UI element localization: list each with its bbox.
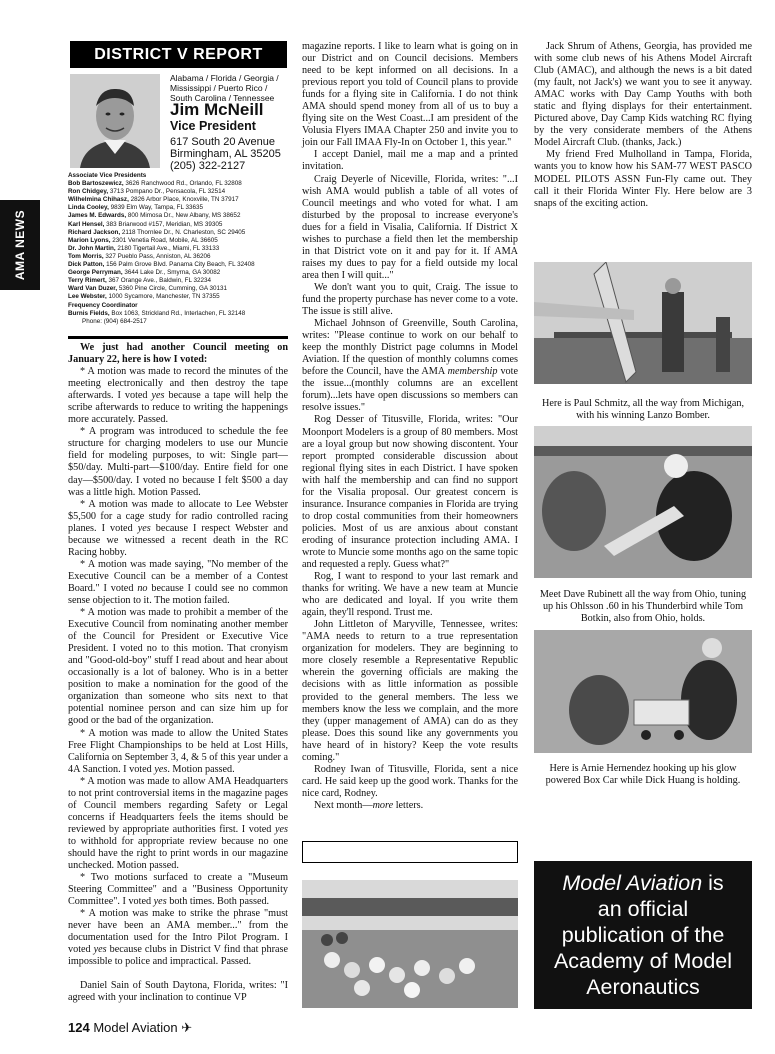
frequency-coordinator bbox=[68, 310, 288, 318]
report-title: DISTRICT V REPORT bbox=[70, 41, 287, 68]
associate-address: 327 Pueblo Pass, Anniston, AL 36206 bbox=[103, 252, 211, 260]
vp-name: Jim McNeill bbox=[170, 100, 264, 119]
paragraph: We don't want you to quit, Craig. The issue to fund the property purchase has never come to a vote. The issue is still alive. bbox=[302, 281, 518, 318]
associate-address: 156 Palm Grove Blvd. Panama City Beach, FL 32408 bbox=[104, 261, 255, 269]
article-column-1 bbox=[68, 342, 288, 1005]
paragraph: * A motion was made saying, "No member of the Executive Council can be a member of a Contest Board." I voted no because I could see no common sense objection to it. The motion failed. bbox=[68, 558, 288, 606]
associate-address: 2301 Venetia Road, Mobile, AL 36605 bbox=[110, 236, 218, 244]
associate-name: Dick Patton, bbox=[68, 261, 105, 269]
address-line-1: 617 South 20 Avenue bbox=[170, 136, 276, 148]
associate-address: 1000 Sycamore, Manchester, TN 37355 bbox=[106, 293, 220, 301]
vp-phone: (205) 322-2127 bbox=[170, 160, 246, 172]
paragraph: * A motion was made to record the minutes of the meeting electronically and then destroy the tape afterwards. I voted yes because a tape will help the scribe afterwards to reduce to writing the happenings more accurately. Passed. bbox=[68, 366, 288, 426]
magazine-footer-name: Model Aviation bbox=[93, 1020, 178, 1035]
paragraph: I accept Daniel, mail me a map and a printed invitation. bbox=[302, 149, 518, 173]
page-number: 124 bbox=[68, 1020, 90, 1035]
district-states: Alabama / Florida / Georgia / Mississippi / Puerto Rico / South Carolina / Tennessee bbox=[170, 73, 279, 103]
associate-name: James M. Edwards, bbox=[68, 212, 127, 220]
paragraph: My friend Fred Mulholland in Tampa, Florida, wants you to know how his SAM-77 WEST PASCO MODEL PILOTS ASSN Fun-Fly came out. They call it their Florida Winter Fly. Here below are 3 snaps of the exciting action. bbox=[534, 149, 752, 209]
article-column-2 bbox=[302, 41, 518, 812]
associate-name: Ward Van Duzer, bbox=[68, 285, 118, 293]
associate-address: 3626 Ranchwood Rd., Orlando, FL 32808 bbox=[123, 180, 242, 188]
associate-vp-entry bbox=[68, 196, 288, 204]
paragraph: * A program was introduced to schedule the fee structure for charging modelers to use our Muncie field for modeling purposes, to wit: Single part—$50/day. Multi-part—$100/day. Entire field for one day—$500/day. I voted no because I felt $500 a day was a little high. Motion Passed. bbox=[68, 426, 288, 498]
paragraph: We just had another Council meeting on January 22, here is how I voted: bbox=[68, 342, 288, 366]
paragraph: * A motion was made to allow the United States Free Flight Championships to be held at Lost Hills, California on September 3, 4, & 5 of this year under a 4A Sanction. I voted yes. Motion passed. bbox=[68, 727, 288, 775]
lanzo-bomber-photo bbox=[534, 262, 752, 384]
paragraph: Craig Deyerle of Niceville, Florida, writes: "...I wish AMA would publish a table of all votes of Council meetings and who voted for what. I am disturbed by the proposal to increase everyone's dues for a field in Visalia, California. If District X wishes to purchase a field then let the membership in that District vote on it and pay for it. If AMA raises my dues to pay for a field outside my local area then I will quit..." bbox=[302, 173, 518, 281]
article-column-3 bbox=[534, 41, 752, 210]
section-tab bbox=[0, 200, 40, 290]
paragraph: * A motion was made to prohibit a member of the Executive Council from nominating another member of the Council for President or Executive Vice President. I voted no to this motion. That cronyism and "Good-old-boy" stuff I read about and hear about occasionally is a lot of baloney. Who is in a better position to make a nomination for the good of the organization than someone who sits next to that potential nominee person and can size him up for good or the bad of the organization. bbox=[68, 607, 288, 727]
thunderbird-photo bbox=[534, 426, 752, 578]
paragraph: * Two motions surfaced to create a "Museum Steering Committee" and a "Business Opportunity Committee". I voted yes both times. Both passed. bbox=[68, 872, 288, 908]
paragraph: * A motion was make to strike the phrase "must never have been an AMA member..." from the documentation used for the Intro Pilot Program. I voted yes because clubs in District V find that phrase impossible to police and impractical. Passed. bbox=[68, 908, 288, 968]
associate-name: Marion Lyons, bbox=[68, 236, 111, 244]
empty-box bbox=[302, 841, 518, 863]
associate-name: Dr. John Martin, bbox=[68, 244, 116, 252]
coordinator-address: Box 1063, Strickland Rd., Interlachen, FL 32148 bbox=[109, 309, 246, 317]
magazine-name: Model Aviation bbox=[562, 871, 703, 895]
paragraph: magazine reports. I like to learn what is going on in our District and on Council decisions. Members need to be kept informed on all decisions. In a previous report you told of Council plans to provide funds for a flying site in California. I do not think AMA should spend money from all of us to buy a flying site on the West Coast...I am president of the Volusia Flyers IMAA Chapter 250 and invite you to join our Fall IMAA Fly-In on October 1, this year." bbox=[302, 41, 518, 149]
associate-name: Wilhelmina Chihasz, bbox=[68, 196, 129, 204]
associate-vp-entry bbox=[68, 269, 288, 277]
paragraph: Jack Shrum of Athens, Georgia, has provided me with some club news of his Athens Model Aircraft Club (AMAC), and although the news is a bit dated (my fault, not Jack's) we want you to see it anyway. AMAC works with Day Camp Youths with both static and flying displays for their entertainment. Pictured above, Day Camp Kids watching RC flying by the very considerate members of the Athens Model Aircraft Club. (thanks, Jack.) bbox=[534, 41, 752, 149]
associate-heading: Associate Vice Presidents bbox=[68, 172, 147, 179]
associate-address: 2180 Tigertail Ave., Miami, FL 33133 bbox=[115, 244, 220, 252]
associate-rows bbox=[68, 180, 288, 301]
box-car-photo bbox=[534, 630, 752, 753]
associate-vp-entry bbox=[68, 221, 288, 229]
associate-address: 3644 Lake Dr., Smyrna, GA 30082 bbox=[122, 269, 221, 277]
page-footer bbox=[68, 1020, 192, 1036]
associate-address: 383 Briarwood #157, Meridian, MS 39305 bbox=[104, 220, 223, 228]
associate-vp-entry bbox=[68, 285, 288, 293]
paragraph: Rodney Iwan of Titusville, Florida, sent a nice card. He said keep up the good work. Thanks for the nice card, Rodney. bbox=[302, 763, 518, 799]
associate-vp-entry bbox=[68, 229, 288, 237]
coordinator-phone: Phone: (904) 684-2517 bbox=[82, 317, 147, 325]
associate-name: Terry Rimert, bbox=[68, 277, 107, 285]
address-line-2: Birmingham, AL 35205 bbox=[170, 148, 281, 160]
associate-name: Ron Chidgey, bbox=[68, 188, 109, 196]
associate-address: 367 Orange Ave., Baldwin, FL 32234 bbox=[106, 277, 212, 285]
vp-portrait-photo bbox=[70, 74, 160, 168]
associate-name: Richard Jackson, bbox=[68, 228, 121, 236]
associate-vp-entry bbox=[68, 237, 288, 245]
associate-name: Lee Webster, bbox=[68, 293, 107, 301]
paragraph: John Littleton of Maryville, Tennessee, writes: "AMA needs to return to a true representation organization for modelers. They are beginning to more closely resemble a Representative Republic wherein the governing officials are making the decisions with as little information as possible provided to the general members. The less we members know the less we complain, and the more they (upper management of AMA) can do as they please. Does this sound like any governments you have heard of in history? Keep the vote results coming." bbox=[302, 619, 518, 763]
paragraph: Next month—more letters. bbox=[314, 799, 424, 811]
publication-notice: Model Aviation is an official publication of the Academy of Model Aeronautics bbox=[534, 861, 752, 1009]
associate-vp-entry bbox=[68, 180, 288, 188]
vp-title: Vice President bbox=[170, 119, 256, 133]
associate-vp-entry bbox=[68, 293, 288, 301]
associate-vp-entry bbox=[68, 277, 288, 285]
paragraph: Rog, I want to respond to your last remark and thanks for writing. We have a new team at Muncie who are dedicated and loyal. If you write them again, they'll respond. Trust me. bbox=[302, 571, 518, 619]
promo-line: Aeronautics bbox=[586, 975, 700, 999]
vp-address bbox=[170, 136, 281, 172]
paragraph: * A motion was made to allocate to Lee Webster $5,500 for a cage study for radio controlled racing planes. I voted yes because I respect Webster and because we witnessed a recent death in the RC Racing hobby. bbox=[68, 498, 288, 558]
frequency-coordinator-heading: Frequency Coordinator bbox=[68, 301, 138, 309]
associate-name: Linda Cooley, bbox=[68, 204, 109, 212]
section-tab-label: AMA NEWS bbox=[13, 209, 27, 281]
day-camp-kids-photo bbox=[302, 880, 518, 1008]
associate-address: 2826 Arbor Place, Knoxville, TN 37917 bbox=[128, 196, 239, 204]
associate-address: 2118 Thornlee Dr., N. Charleston, SC 29405 bbox=[120, 228, 246, 236]
associate-address: 800 Mimosa Dr., New Albany, MS 38652 bbox=[126, 212, 241, 220]
associate-address: 5360 Pine Circle, Cumming, GA 30131 bbox=[117, 285, 228, 293]
associate-vp-entry bbox=[68, 188, 288, 196]
photo-caption-1: Here is Paul Schmitz, all the way from Michigan, with his winning Lanzo Bomber. bbox=[541, 398, 744, 422]
paragraph: Daniel Sain of South Daytona, Florida, writes: "I agreed with your inclination to continue VP bbox=[68, 980, 288, 1004]
associate-vp-entry bbox=[68, 261, 288, 269]
promo-line: an official bbox=[597, 897, 689, 921]
associate-vp-entry bbox=[68, 204, 288, 212]
associate-name: Karl Hensel, bbox=[68, 220, 105, 228]
associate-address: 3713 Pompano Dr., Pensacola, FL 32514 bbox=[108, 188, 226, 196]
associate-vp-list bbox=[68, 172, 288, 326]
coordinator-name: Burnis Fields, bbox=[68, 309, 110, 317]
section-divider bbox=[68, 336, 288, 339]
associate-vp-entry bbox=[68, 245, 288, 253]
promo-line: Academy of Model bbox=[553, 949, 733, 973]
photo-caption-2: Meet Dave Rubinett all the way from Ohio, tuning up his Ohlsson .60 in his Thunderbird while Tom Botkin, also from Ohio, holds. bbox=[539, 589, 747, 625]
paragraph: Michael Johnson of Greenville, South Carolina, writes: "Please continue to work on our behalf to keep the monthly District page columns in Model Aviation. If the question of monthly columns comes before the Council, have the AMA membership vote the issue...(monthly columns are an excellent forum)...lets have open discussions so members can resolve issues." bbox=[302, 318, 518, 414]
airplane-icon: ✈ bbox=[181, 1020, 193, 1035]
associate-vp-entry bbox=[68, 253, 288, 261]
associate-vp-entry bbox=[68, 212, 288, 220]
paragraph: Rog Desser of Titusville, Florida, writes: "Our Moonport Modelers is a group of 80 members. Most are a loyal group but now showing discontent. Your report prompted considerable discussion about regional flying sites in each District. I have spoken with half the membership and can find no support for the Visalia proposal. Our greatest concern is insurance. Insurance companies in Florida are trying to drop costal communities from their homeowners policies. Most of us are anxious about constant eroding of insurance protection including AMA. I wrote to Muncie some months ago on the same topic and requested a reply. Guess what?" bbox=[302, 414, 518, 571]
associate-name: Tom Morris, bbox=[68, 252, 104, 260]
photo-caption-3: Here is Arnie Hernendez hooking up his glow powered Box Car while Dick Huang is holding. bbox=[545, 763, 741, 787]
associate-name: Bob Bartoszewicz, bbox=[68, 180, 124, 188]
associate-address: 9839 Elm Way, Tampa, FL 33635 bbox=[108, 204, 203, 212]
associate-name: George Perryman, bbox=[68, 269, 123, 277]
paragraph: * A motion was made to allow AMA Headquarters to not print controversial items in the magazine pages of Council members regarding Safety or Legal concerns if Headquarters feels the items should be reviewed by appropriate authorities first. I voted yes to withhold for appropriate review because no one should have the right to print words in our magazine unchecked. Motion passed. bbox=[68, 775, 288, 872]
promo-line: publication of the bbox=[561, 923, 725, 947]
